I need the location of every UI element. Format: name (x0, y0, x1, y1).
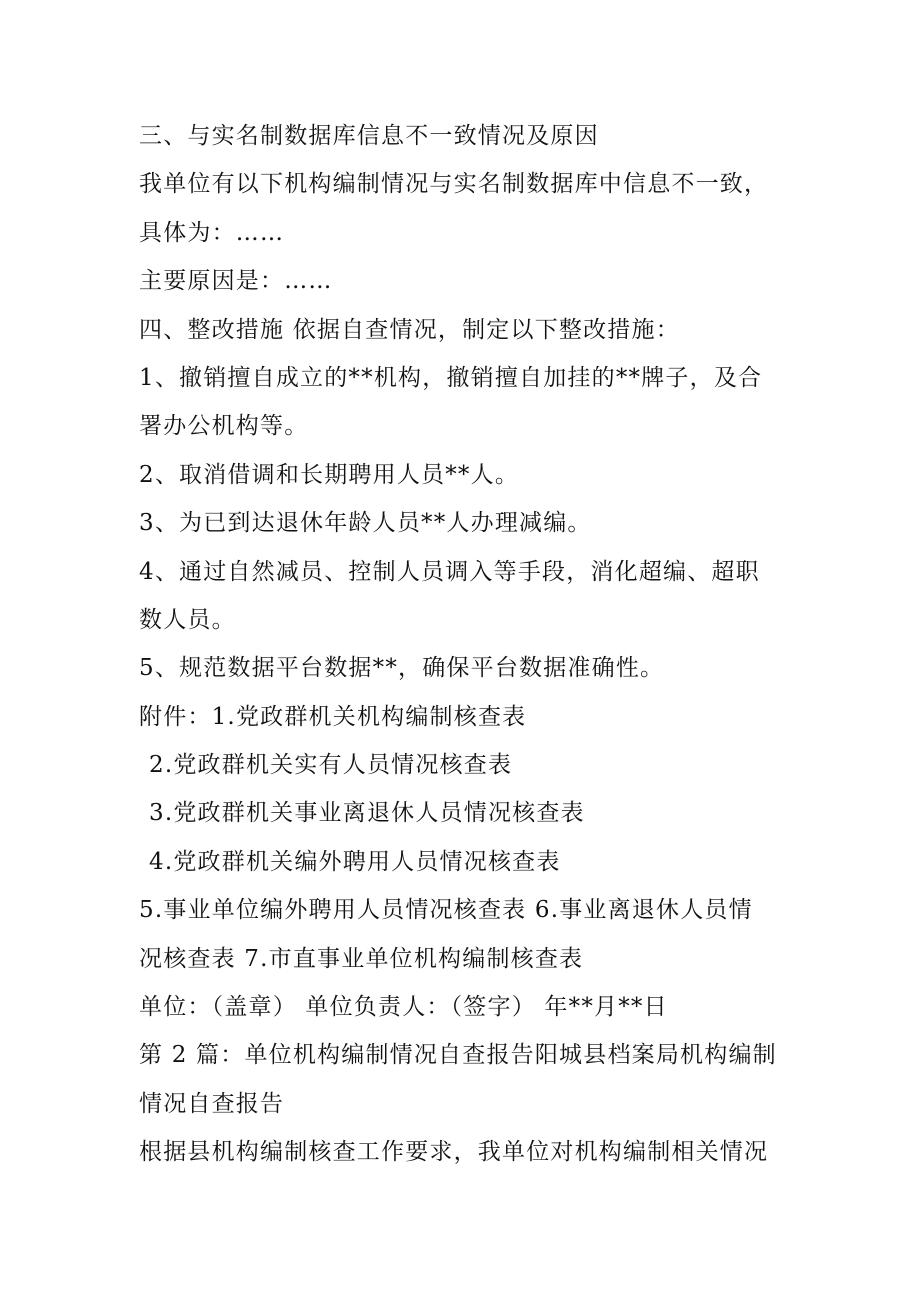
article-2-title-continued: 情况自查报告 (139, 1090, 285, 1117)
attachments-heading: 附件：1.党政群机关机构编制核查表 (139, 703, 527, 730)
attachment-item: 3.党政群机关事业离退休人员情况核查表 (149, 800, 585, 827)
attachment-item: 2.党政群机关实有人员情况核查表 (149, 752, 513, 779)
attachment-item: 5.事业单位编外聘用人员情况核查表 6.事业离退休人员情 (139, 897, 753, 924)
paragraph-line: 主要原因是：…… (139, 268, 333, 295)
list-item-5: 5、规范数据平台数据**，确保平台数据准确性。 (139, 655, 665, 682)
signature-line: 单位：（盖章） 单位负责人：（签字） 年**月**日 (139, 994, 668, 1021)
paragraph-line: 根据县机构编制核查工作要求，我单位对机构编制相关情况 (139, 1139, 769, 1166)
list-item-2: 2、取消借调和长期聘用人员**人。 (139, 461, 520, 488)
document-body (139, 112, 789, 1177)
attachment-item: 4.党政群机关编外聘用人员情况核查表 (149, 848, 561, 875)
list-item-4-continued: 数人员。 (139, 606, 236, 633)
list-item-4: 4、通过自然减员、控制人员调入等手段，消化超编、超职 (139, 558, 760, 585)
paragraph-line: 我单位有以下机构编制情况与实名制数据库中信息不一致， (139, 171, 769, 198)
list-item-1: 1、撤销擅自成立的**机构，撤销擅自加挂的**牌子，及合 (139, 364, 763, 391)
section-heading-3: 三、与实名制数据库信息不一致情况及原因 (139, 123, 599, 149)
section-heading-4: 四、整改措施 依据自查情况，制定以下整改措施： (139, 316, 680, 343)
article-2-title: 第 2 篇：单位机构编制情况自查报告阳城县档案局机构编制 (139, 1042, 777, 1069)
paragraph-line: 具体为：…… (139, 219, 285, 246)
list-item-1-continued: 署办公机构等。 (139, 413, 309, 440)
attachment-item-continued: 况核查表 7.市直事业单位机构编制核查表 (139, 945, 584, 972)
list-item-3: 3、为已到达退休年龄人员**人办理减编。 (139, 510, 592, 537)
